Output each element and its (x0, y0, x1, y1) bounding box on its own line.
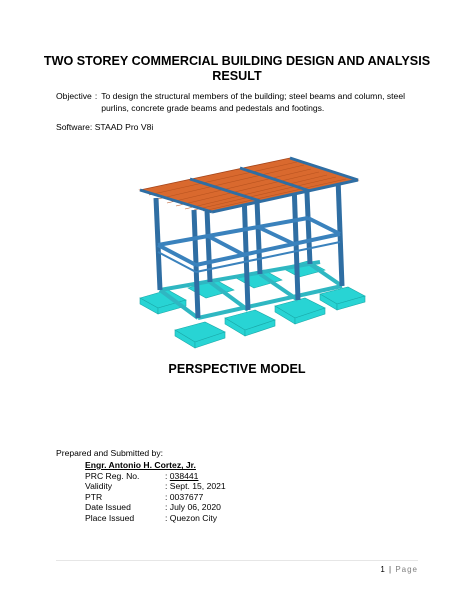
title-line-1: TWO STOREY COMMERCIAL BUILDING DESIGN AND ANALYSIS (43, 54, 431, 68)
prc-number: 038441 (169, 470, 199, 481)
credential-row (85, 492, 226, 503)
prepared-by-label: Prepared and Submitted by: (56, 448, 164, 458)
page-number: 1 (380, 565, 385, 574)
objective-text: To design the structural members of the building; steel beams and column, steel purlins, concrete grade beams and pedestals and footings. (101, 91, 406, 113)
footer-separator: | (389, 565, 392, 574)
credential-label: Validity (85, 481, 113, 491)
credential-row (85, 502, 226, 513)
page-word: Page (395, 565, 418, 574)
credential-value: : July 06, 2020 (165, 502, 221, 512)
credential-value: : 0037677 (165, 491, 204, 502)
credential-value: : Sept. 15, 2021 (165, 481, 226, 491)
objective-label: Objective (56, 91, 92, 101)
credential-row (85, 471, 226, 482)
page-footer (380, 565, 418, 574)
engineer-name: Engr. Antonio H. Cortez, Jr. (85, 460, 196, 470)
credential-label: PRC Reg. No. (85, 470, 140, 481)
credentials-table (85, 471, 226, 524)
perspective-model-figure (120, 150, 370, 360)
credential-label: Date Issued (85, 502, 131, 512)
title-line-2: RESULT (212, 69, 262, 83)
credential-value: : Quezon City (165, 512, 218, 523)
objective (56, 91, 426, 114)
objective-colon: : (94, 91, 98, 101)
document-title (40, 54, 434, 84)
software-line: Software: STAAD Pro V8i (56, 122, 154, 132)
footer-divider (56, 560, 418, 561)
credential-value: : 038441 (165, 470, 199, 481)
credential-row (85, 481, 226, 492)
roof-purlins (140, 158, 358, 212)
credential-label: Place Issued (85, 512, 135, 523)
credential-row (85, 513, 226, 524)
signatory-block (85, 460, 226, 523)
credential-label: PTR (85, 491, 103, 502)
figure-caption: PERSPECTIVE MODEL (168, 362, 306, 376)
